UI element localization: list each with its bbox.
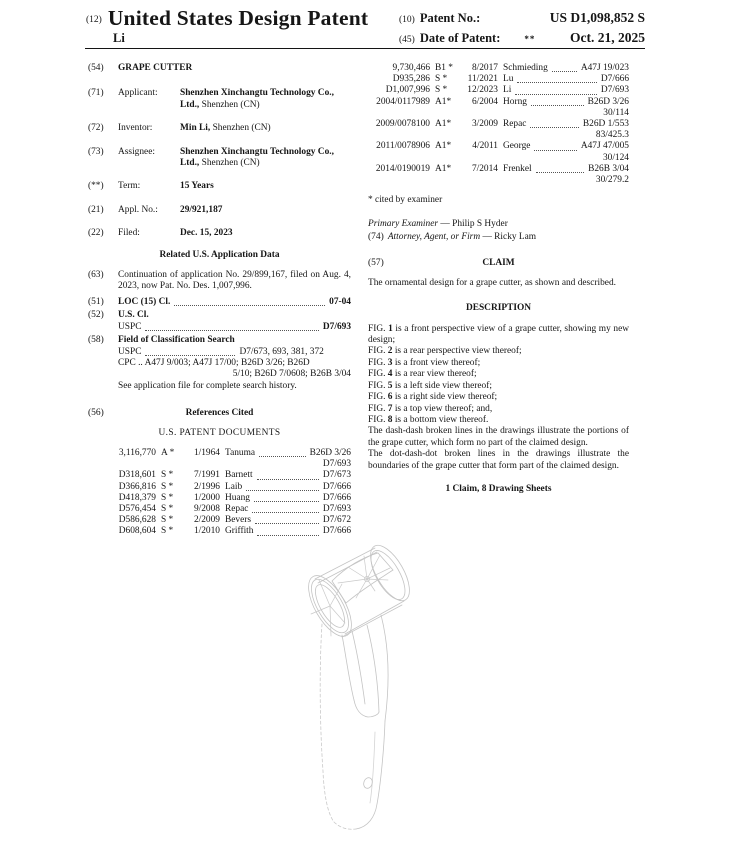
field-applicant	[88, 88, 351, 111]
reference-row: D576,454 S * 9/2008 Repac D7/693	[118, 503, 351, 514]
dot-leader	[552, 71, 577, 72]
dot-leader	[531, 105, 584, 106]
dot-leader	[246, 490, 319, 491]
claim-heading-row	[368, 258, 629, 269]
handle-unclaimed-outline	[320, 624, 356, 829]
inventor-value	[180, 123, 351, 134]
inid-72: (72)	[88, 123, 104, 134]
handle	[342, 615, 388, 829]
description-heading: DESCRIPTION	[465, 303, 532, 314]
applicant-value	[180, 88, 351, 111]
drum-head	[300, 540, 417, 643]
inid-51: (51)	[88, 296, 104, 307]
dot-leader	[252, 512, 318, 513]
assignee-label: Assignee:	[118, 146, 155, 157]
inventor-label: Inventor:	[118, 123, 153, 134]
references-list-right	[368, 63, 629, 186]
fig-line: FIG. 7 is a top view thereof; and,	[368, 403, 493, 414]
reference-row: 3,116,770 A * 1/1964 Tanuma B26D 3/26	[118, 447, 351, 458]
broken-lines-paragraph-2: The dot-dash-dot broken lines in the drawings illustrate the boundaries of the grape cutter that form part of the claimed design.	[368, 449, 629, 471]
fos-uspc-value: D7/673, 693, 381, 372	[239, 346, 324, 357]
inid-45: (45)	[399, 35, 415, 45]
dot-leader	[534, 150, 576, 151]
reference-row: D1,007,996 S * 12/2023 Li D7/693	[385, 85, 629, 96]
inventor-name: Min Li,	[180, 123, 211, 134]
primary-examiner-label: Primary Examiner	[368, 218, 439, 229]
reference-row: D366,816 S * 2/1996 Laib D7/666	[118, 481, 351, 492]
patent-number-label: Patent No.:	[419, 11, 481, 25]
fig-line: FIG. 8 is a bottom view thereof.	[368, 414, 489, 425]
fig-line: FIG. 1 is a front perspective view of a grape cutter, showing my new design;	[368, 323, 630, 346]
dot-leader	[257, 479, 319, 480]
dot-leader	[530, 127, 578, 128]
filed-value: Dec. 15, 2023	[180, 228, 233, 239]
reference-row: D418,379 S * 1/2000 Huang D7/666	[118, 492, 351, 503]
field-inventor	[88, 123, 351, 134]
inid-10: (10)	[399, 15, 415, 25]
inid-12: (12)	[86, 15, 102, 25]
dot-leader	[515, 94, 597, 95]
fos-cpc-line1: CPC .. A47J 9/003; A47J 17/00; B26D 3/26; B26D	[118, 357, 310, 368]
field-title	[88, 63, 351, 74]
reference-row: D608,604 S * 1/2010 Griffith D7/666	[118, 526, 351, 537]
field-assignee	[88, 147, 351, 170]
appl-no-label: Appl. No.:	[118, 204, 158, 215]
field-continuation	[88, 270, 351, 293]
header-divider	[85, 48, 645, 49]
attorney-line	[368, 232, 629, 243]
uspc-label: USPC	[118, 321, 142, 332]
loc-value: 07-04	[329, 296, 351, 307]
reference-row-secondary-class: D7/693	[322, 459, 351, 470]
reference-row-secondary-class: 83/425.3	[595, 130, 629, 141]
field-appl-no	[88, 205, 351, 216]
inid-58: (58)	[88, 335, 104, 346]
left-column	[88, 63, 351, 538]
fig-line: FIG. 5 is a left side view thereof;	[368, 380, 492, 391]
figure-descriptions	[368, 324, 629, 427]
patent-date-value: Oct. 21, 2025	[570, 30, 645, 45]
inid-57: (57)	[368, 258, 384, 269]
reference-row-secondary-class: 30/279.2	[595, 175, 629, 186]
dot-leader	[517, 82, 596, 83]
inid-73: (73)	[88, 146, 104, 157]
applicant-location: Shenzhen (CN)	[199, 99, 260, 110]
reference-row-secondary-class: 30/124	[602, 152, 629, 163]
loc-label: LOC (15) Cl.	[118, 296, 171, 307]
fig-line: FIG. 6 is a right side view thereof;	[368, 392, 498, 403]
right-column	[368, 63, 629, 505]
fos-note: See application file for complete search history.	[118, 380, 297, 391]
patent-date-row	[399, 30, 645, 46]
reference-row: 2014/0190019 A1* 7/2014 Frenkel B26B 3/04	[375, 163, 629, 174]
dot-leader	[145, 355, 235, 356]
inid-term: (**)	[88, 181, 104, 192]
dot-leader	[174, 305, 325, 306]
field-filed	[88, 228, 351, 239]
references-heading-row	[88, 408, 351, 419]
term-value: 15 Years	[180, 181, 214, 192]
patent-number-value: US D1,098,852 S	[549, 10, 645, 25]
grape-cutter-figure-drawing	[272, 540, 462, 840]
patent-number-row	[399, 10, 645, 26]
assignee-location: Shenzhen (CN)	[199, 158, 260, 169]
dot-leader	[536, 172, 584, 173]
claim-heading: CLAIM	[482, 258, 515, 269]
double-asterisk-marker: **	[524, 34, 536, 44]
uspc-value: D7/693	[322, 321, 351, 332]
inid-21: (21)	[88, 204, 104, 215]
cutter-blades	[311, 555, 390, 636]
attorney-name: — Ricky Lam	[480, 232, 537, 243]
primary-examiner-name: — Philip S Hyder	[438, 218, 508, 229]
inid-56: (56)	[88, 408, 104, 419]
cited-by-examiner-note: * cited by examiner	[368, 195, 443, 206]
reference-row: D586,628 S * 2/2009 Bevers D7/672	[118, 515, 351, 526]
header-right	[399, 7, 645, 50]
us-patent-documents-heading: U.S. PATENT DOCUMENTS	[158, 427, 281, 438]
reference-row: 2004/0117989 A1* 6/2004 Horng B26D 3/26	[376, 96, 629, 107]
term-label: Term:	[118, 181, 141, 192]
field-classification-search	[88, 335, 351, 392]
inid-54: (54)	[88, 63, 104, 73]
references-heading: References Cited	[185, 408, 254, 419]
dot-leader	[145, 330, 318, 331]
dot-leader	[257, 535, 318, 536]
inid-63: (63)	[88, 270, 104, 281]
dot-leader	[254, 501, 319, 502]
fig-line: FIG. 3 is a front view thereof;	[368, 357, 481, 368]
fos-cpc-line2: 5/10; B26D 7/0608; B26B 3/04	[232, 369, 351, 380]
inventor-surname: Li	[113, 31, 125, 45]
broken-lines-paragraph-1: The dash-dash broken lines in the drawings illustrate the portions of the grape cutter, which form no part of the claimed design.	[368, 426, 629, 448]
primary-examiner-line	[368, 219, 629, 230]
fig-line: FIG. 2 is a rear perspective view thereof;	[368, 346, 522, 357]
fig-line: FIG. 4 is a rear view thereof;	[368, 369, 477, 380]
field-us-class	[88, 310, 351, 333]
assignee-company: Shenzhen Xinchangtu Technology Co., Ltd.,	[180, 146, 334, 169]
claim-text: The ornamental design for a grape cutter, as shown and described.	[368, 277, 616, 288]
patent-header	[86, 7, 645, 50]
reference-row: D318,601 S * 7/1991 Barnett D7/673	[118, 470, 351, 481]
claims-sheets-footer: 1 Claim, 8 Drawing Sheets	[445, 483, 552, 494]
filed-label: Filed:	[118, 228, 140, 239]
dot-leader	[259, 456, 306, 457]
reference-row: 9,730,466 B1 * 8/2017 Schmieding A47J 19/023	[392, 63, 629, 73]
applicant-company: Shenzhen Xinchangtu Technology Co., Ltd.,	[180, 88, 334, 110]
inid-71: (71)	[88, 88, 104, 99]
inid-74: (74)	[368, 232, 384, 243]
page-title: United States Design Patent	[107, 6, 369, 30]
field-loc-class	[88, 297, 351, 308]
references-list-left	[88, 448, 351, 538]
reference-row-secondary-class: 30/114	[603, 107, 629, 118]
attorney-label: Attorney, Agent, or Firm	[387, 232, 481, 243]
inid-52: (52)	[88, 310, 104, 321]
related-data-heading: Related U.S. Application Data	[159, 249, 280, 260]
uscl-label: U.S. Cl.	[118, 310, 149, 321]
appl-no-value: 29/921,187	[180, 204, 223, 215]
header-left	[86, 7, 368, 50]
fos-uspc-label: USPC	[118, 346, 142, 357]
field-term	[88, 181, 351, 192]
assignee-value	[180, 147, 351, 170]
patent-date-label: Date of Patent:	[419, 31, 501, 45]
design-title: GRAPE CUTTER	[118, 63, 193, 73]
reference-row: 2009/0078100 A1* 3/2009 Repac B26D 1/553	[375, 119, 629, 130]
fos-label: Field of Classification Search	[118, 335, 235, 346]
reference-row: 2011/0078906 A1* 4/2011 George A47J 47/005	[376, 141, 629, 152]
continuation-text: Continuation of application No. 29/899,167, filed on Aug. 4, 2023, now Pat. No. Des. 1,007,996.	[118, 270, 351, 292]
inventor-location: Shenzhen (CN)	[210, 123, 271, 134]
dot-leader	[255, 523, 319, 524]
reference-row: D935,286 S * 11/2021 Lu D7/666	[392, 74, 629, 85]
inid-22: (22)	[88, 228, 104, 239]
applicant-label: Applicant:	[118, 88, 158, 99]
